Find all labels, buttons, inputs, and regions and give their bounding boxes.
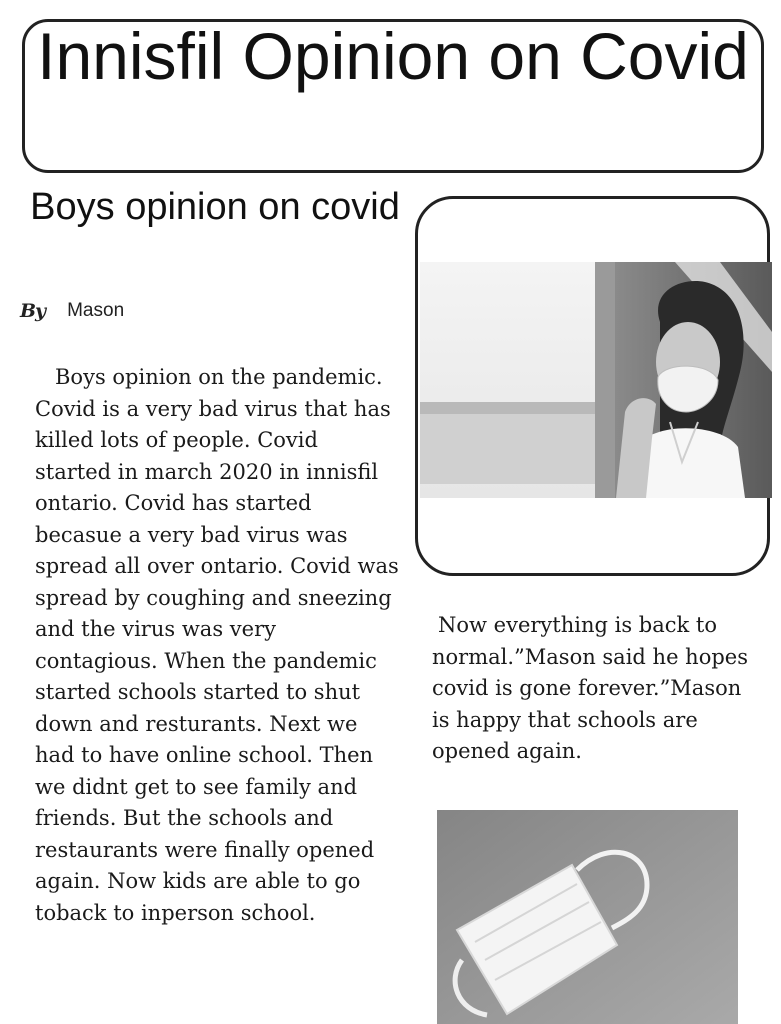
woman-mask-photo — [420, 262, 772, 498]
article-body-right: Now everything is back to normal.”Mason said he hopes covid is gone forever.”Mason is happy that schools are opened again. — [432, 613, 748, 763]
byline — [20, 296, 124, 326]
author-name: Mason — [67, 300, 125, 321]
article-subtitle: Boys opinion on covid — [30, 186, 400, 228]
surgical-mask-photo — [437, 810, 738, 1024]
byline-prefix: By — [20, 300, 46, 322]
article-body-left: Boys opinion on the pandemic. Covid is a very bad virus that has killed lots of people. Covid started in march 2020 in innisfil ontario. Covid has started becasue a very bad virus was spread all over ontario. Covid was spread by coughing and sneezing and the virus was very contagious. When the pandemic started schools started to shut down and resturants. Next we had to have online school. Then we didnt get to see family and friends. But the schools and restaurants were finally opened again. Now kids are able to go toback to inperson school. — [35, 365, 399, 925]
page-title: Innisfil Opinion on Covid — [37, 19, 749, 93]
title-box — [22, 19, 764, 173]
